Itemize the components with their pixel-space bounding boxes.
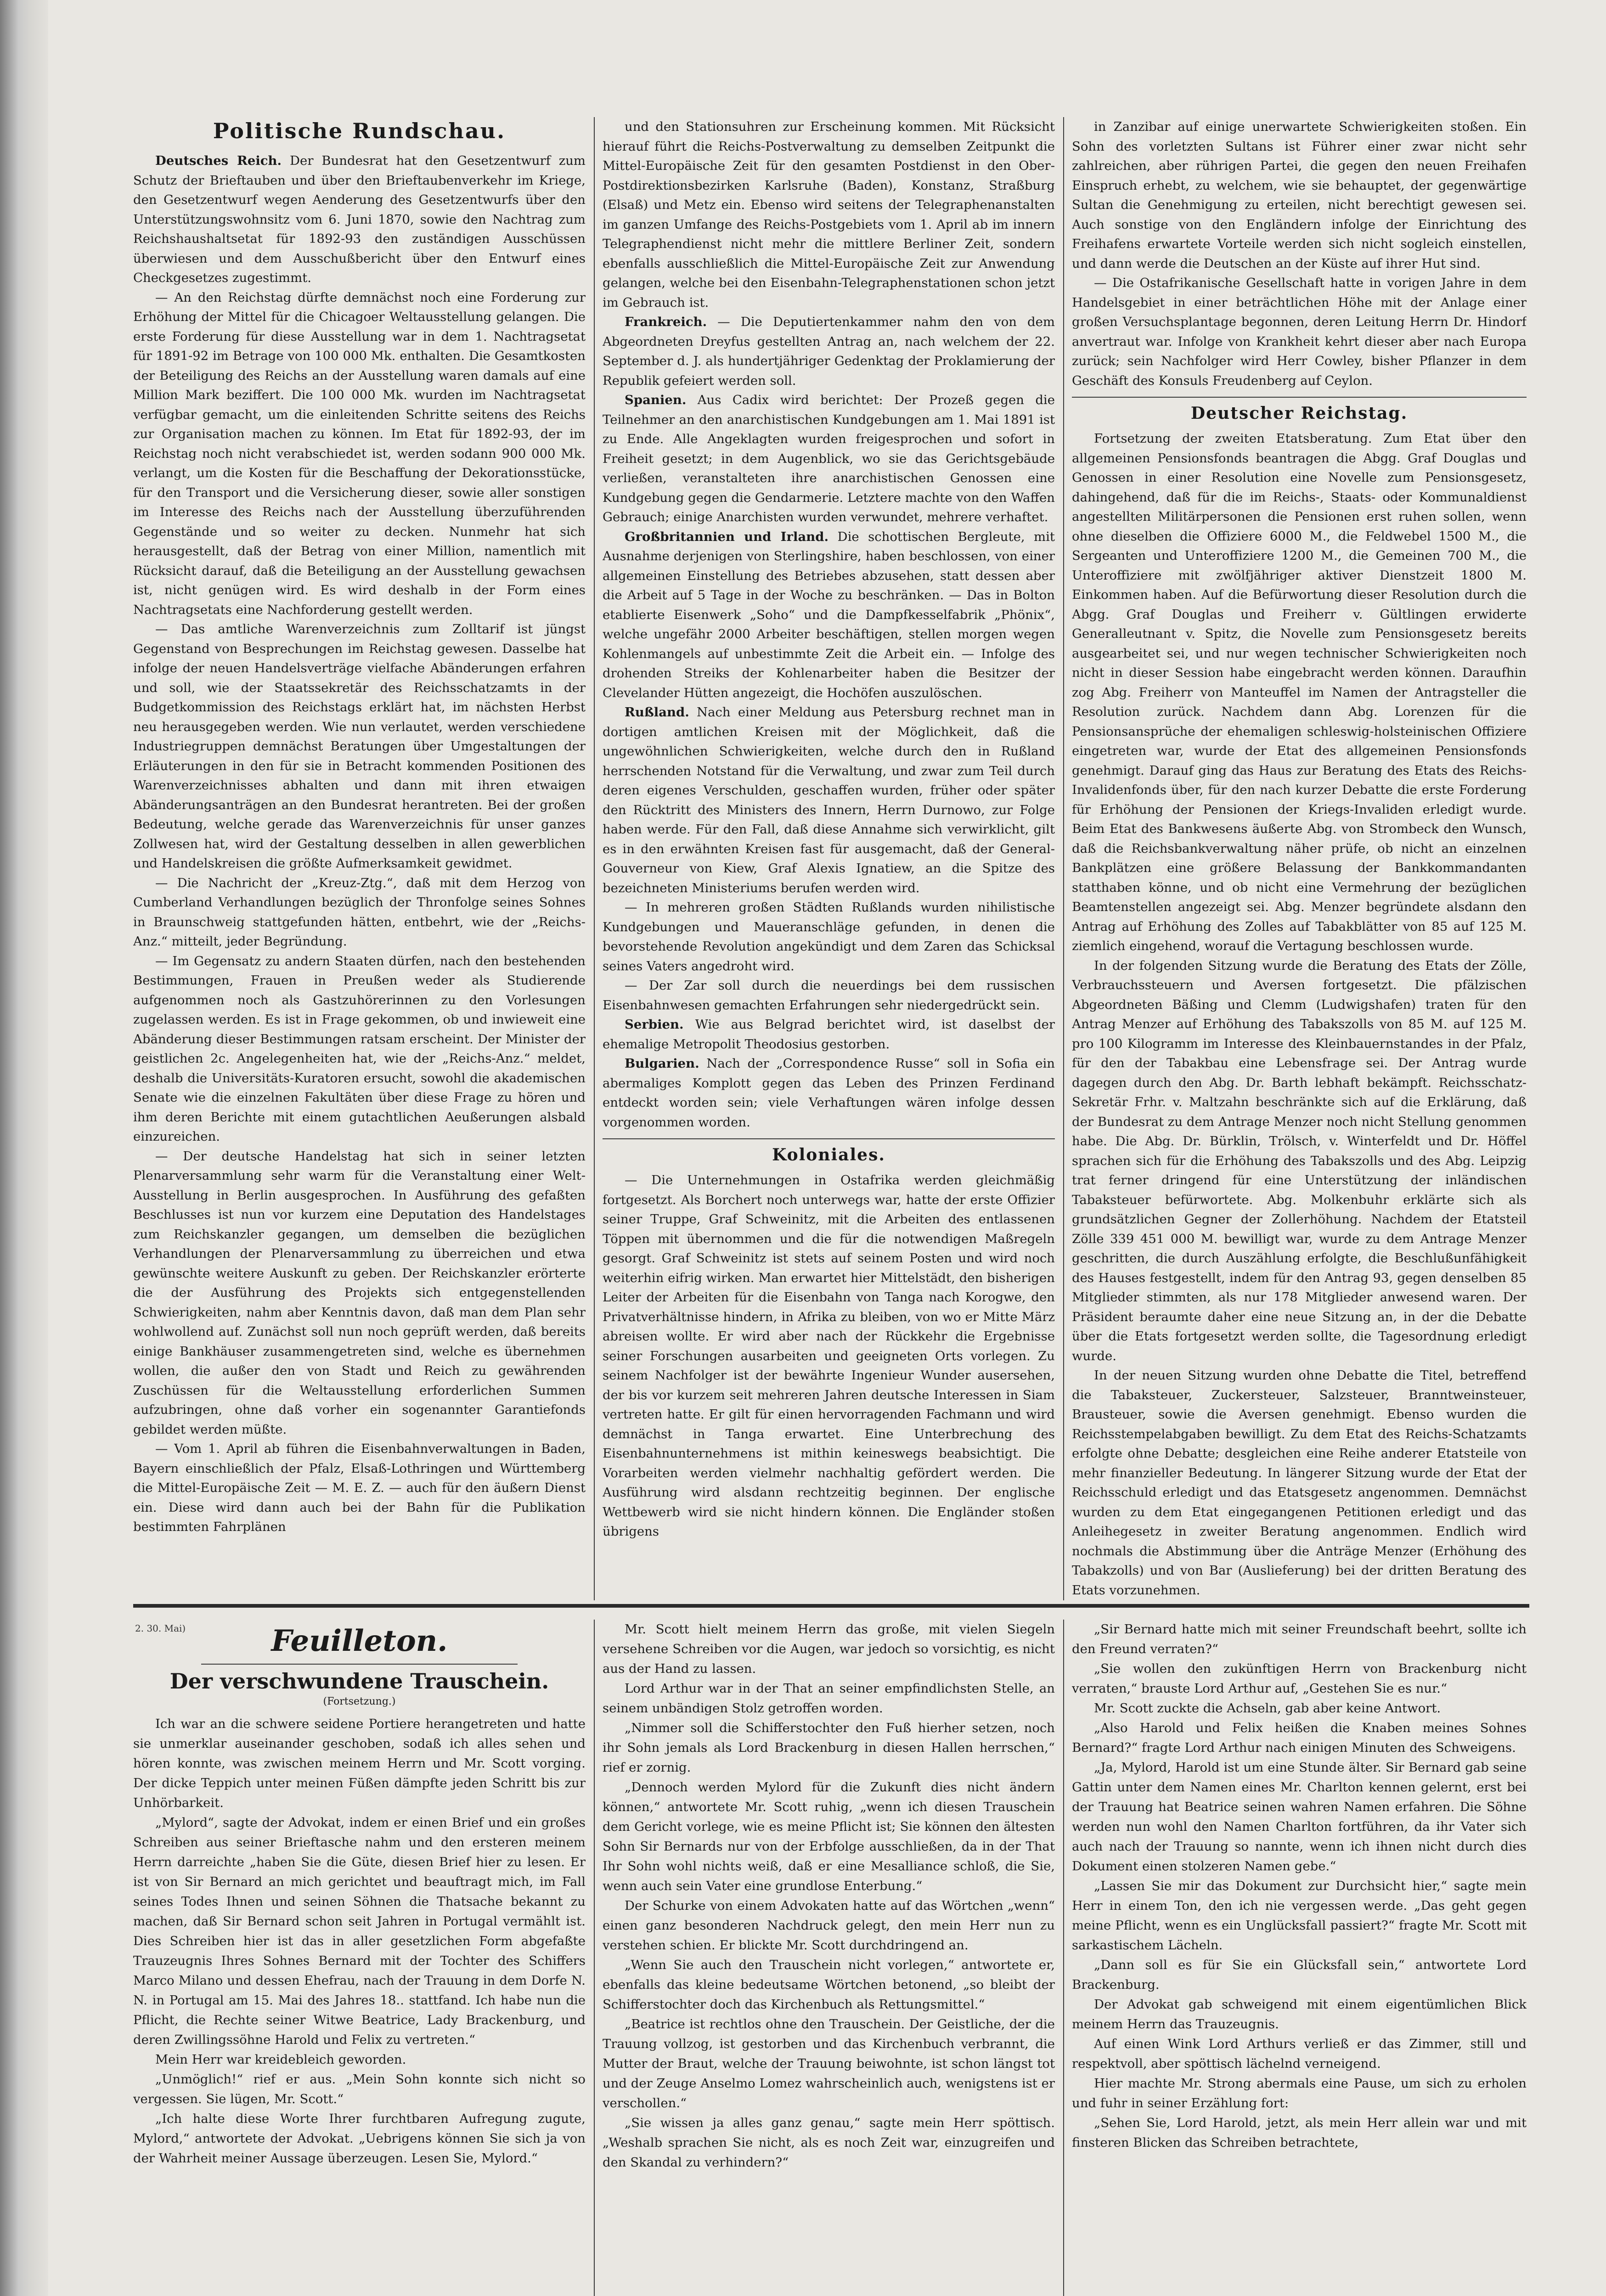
- story-title: Der verschwundene Trauschein.: [169, 1669, 549, 1694]
- section-divider: [603, 1138, 1055, 1139]
- article-paragraph: [133, 1147, 586, 1440]
- column-divider: [1063, 1620, 1064, 2296]
- article-text: Nach der „Correspondence Russe“ soll in Sofia ein abermaliges Komplott gegen das Leben des Prinzen Ferdinand entdeckt worden sein; viele Verhaftungen wären infolge dessen vorgenommen worden.: [603, 1056, 1055, 1130]
- article-lead: Deutsches Reich.: [155, 153, 282, 168]
- article-lead: Rußland.: [625, 705, 689, 720]
- text-paragraph: „Unmöglich!“ rief er aus. „Mein Sohn konnte sich nicht so vergessen. Sie lügen, Mr. Scott.“: [133, 2072, 586, 2106]
- article-text: in Zanzibar auf einige unerwartete Schwierigkeiten stoßen. Ein Sohn des vorletzten Sultans ist Führer einer zwar nicht sehr zahlreichen, aber rührigen Partei, die gegen den neuen Freihafen Einspruch erhebt, zu welchem, wie sie behauptet, der gegenwärtige Sultan die Genehmigung zu erteilen, nicht berechtigt gewesen sei. Auch sonstige von den Engländern infolge der Einrichtung des Freihafens erwartete Vorteile werden sich nicht sogleich einstellen, und dann werde die Deutschen an der Küste auf ihrer Hut sind.: [1072, 119, 1527, 271]
- feuilleton-column-1: [133, 1620, 586, 2296]
- article-text: — Im Gegensatz zu andern Staaten dürfen, nach den bestehenden Bestimmungen, Frauen in Preußen weder als Studierende aufgenommen noch als Gastzuhörerinnen zu den Vorlesungen zugelassen werden. Es ist in Frage gekommen, ob und inwieweit eine Abänderung dieser Bestimmungen ratsam erscheint. Der Minister der geistlichen 2c. Angelegenheiten hat, wie der „Reichs-Anz.“ meldet, deshalb die Universitäts-Kuratoren ersucht, sowohl die akademischen Senate wie die einzelnen Fakultäten über diese Frage zu hören und ihm deren Berichte mit einem gutachtlichen Aeußerungen alsbald einzureichen.: [133, 953, 586, 1144]
- article-text: — Das amtliche Warenverzeichnis zum Zolltarif ist jüngst Gegenstand von Besprechungen im Reichstag gewesen. Dasselbe hat infolge der neuen Handelsverträge vielfache Abänderungen erfahren und soll, wie der Staatssekretär des Reichsschatzamts in der Budgetkommission des Reichstags erklärt hat, im nächsten Herbst neu herausgegeben werden. Wie nun verlautet, werden verschiedene Industriegruppen demnächst Beratungen über Umgestaltungen der Erläuterungen in den für sie in Betracht kommenden Positionen des Warenverzeichnisses abhalten und dann mit ihren etwaigen Abänderungsanträgen an den Bundesrat herantreten. Bei der großen Bedeutung, welche gerade das Warenverzeichnis für unser ganzes Zollwesen hat, wird der Gestaltung desselben in allen gewerblichen und Handelskreisen die größte Aufmerksamkeit gewidmet.: [133, 622, 586, 871]
- text-paragraph: Auf einen Wink Lord Arthurs verließ er das Zimmer, still und respektvoll, aber spöttisch lächelnd verneigend.: [1072, 2037, 1527, 2071]
- column-divider: [594, 117, 595, 1600]
- story-column-3-text: [1072, 1620, 1527, 2153]
- title-rule: [201, 1664, 518, 1665]
- text-paragraph: Mr. Scott zuckte die Achseln, gab aber keine Antwort.: [1094, 1701, 1441, 1716]
- article-paragraph: [133, 951, 586, 1147]
- news-section: [133, 117, 1529, 1600]
- masthead-politische-rundschau: Politische Rundschau.: [213, 118, 506, 143]
- article-text: — Vom 1. April ab führen die Eisenbahnverwaltungen in Baden, Bayern einschließlich der Pfalz, Elsaß-Lothringen und Württemberg die Mittel-Europäische Zeit — M. E. Z. — auch für den äußern Dienst ein. Diese wird dann auch bei der Bahn für die Publikation bestimmten Fahrplänen: [133, 1441, 586, 1534]
- text-paragraph: Ich war an die schwere seidene Portiere herangetreten und hatte sie unmerklar auseinander geschoben, sodaß ich alles sehen und hören konnte, was zwischen meinem Herrn und Mr. Scott vorging. Der dicke Teppich unter meinen Füßen dämpfte jeden Schritt bis zur Unhörbarkeit.: [133, 1716, 586, 1810]
- article-paragraph: [603, 1015, 1055, 1054]
- article-paragraph: [603, 117, 1055, 312]
- text-paragraph: „Sehen Sie, Lord Harold, jetzt, als mein Herr allein war und mit finsteren Blicken das Schreiben betrachtete,: [1072, 2116, 1527, 2150]
- article-text: — Die Deputiertenkammer nahm den von dem Abgeordneten Dreyfus gestellten Antrag an, nach welchem der 22. September d. J. als hundertjähriger Gedenktag der Proklamierung der Republik gefeiert werden soll.: [603, 315, 1055, 388]
- text-paragraph: „Mylord“, sagte der Advokat, indem er einen Brief und ein großes Schreiben aus seiner Brieftasche nahm und den ersteren meinem Herrn darreichte „haben Sie die Güte, diesen Brief hier zu lesen. Er ist von Sir Bernard an mich gerichtet und beauftragt mich, im Fall seines Todes Ihnen und seinen Söhnen die Thatsache bekannt zu machen, daß Sir Bernard schon seit Jahren in Portugal vermählt ist. Dies Schreiben hier ist das in aller gesetzlichen Form abgefaßte Trauzeugnis Ihres Sohnes Bernard mit der Tochter des Schiffers Marco Milano und dessen Ehefrau, nach der Trauung in dem Dorfe N. N. in Portugal am 15. Mai des Jahres 18.. stattfand. Ich habe nun die Pflicht, die Rechte seiner Witwe Beatrice, Lady Brackenburg, und deren Zwillingssöhne Harold und Felix zu vertreten.“: [133, 1815, 586, 2047]
- feuilleton-column-2: [603, 1620, 1055, 2296]
- article-text: — An den Reichstag dürfte demnächst noch eine Forderung zur Erhöhung der Mittel für die Chicagoer Weltausstellung gelangen. Die erste Forderung für diese Ausstellung war in dem 1. Nachtragsetat für 1891-92 im Betrage von 100 000 Mk. enthalten. Die Gesamtkosten der Beteiligung des Reichs an der Ausstellung waren damals auf eine Million Mark beziffert. Die 100 000 Mk. wurden im Nachtragsetat verfügbar gemacht, um die einleitenden Schritte seitens des Reichs zur Organisation machen zu können. Im Etat für 1892-93, der im Reichstag noch nicht verabschiedet ist, werden sodann 900 000 Mk. verlangt, um die Kosten für die Beschaffung der Dekorationsstücke, für den Transport und die Versicherung dieser, sowie aller sonstigen im Interesse des Reichs nach der Ausstellung überzuführenden Gegenstände und so weiter zu decken. Nunmehr hat sich herausgestellt, daß der Betrag von einer Million, namentlich mit Rücksicht darauf, daß die Beteiligung an der Ausstellung gewachsen ist, nicht genügen wird. Es wird deshalb in der Form eines Nachtragsetats eine Nachforderung gestellt werden.: [133, 290, 586, 617]
- article-paragraph: [133, 151, 586, 288]
- text-paragraph: „Sie wissen ja alles ganz genau,“ sagte mein Herr spöttisch. „Weshalb sprachen Sie nicht, als es noch Zeit war, einzugreifen und den Skandal zu verhindern?“: [603, 2116, 1055, 2170]
- text-paragraph: Lord Arthur war in der That an seiner empfindlichsten Stelle, an seinem unbändigen Stolz getroffen worden.: [603, 1681, 1055, 1716]
- article-paragraph: [603, 898, 1055, 976]
- heading-koloniales: Koloniales.: [772, 1145, 885, 1165]
- article-lead: Frankreich.: [625, 315, 707, 329]
- politics-paragraphs-continued: [603, 117, 1055, 1132]
- feuilleton-section: [133, 1620, 1529, 2296]
- text-paragraph: „Beatrice ist rechtlos ohne den Trauschein. Der Geistliche, der die Trauung vollzog, ist gestorben und das Kirchenbuch verbrannt, die Mutter der Braut, welche der Trauung beiwohnte, ist schon längst tot und der Zeuge Anselmo Lomez wahrscheinlich auch, wenigstens ist er verschollen.“: [603, 2017, 1055, 2110]
- article-lead: Spanien.: [625, 393, 687, 407]
- colonial-paragraphs: [603, 1171, 1055, 1542]
- feuilleton-column-3: [1072, 1620, 1527, 2296]
- column-1: [133, 117, 586, 1600]
- column-3: [1072, 117, 1527, 1600]
- text-paragraph: „Dennoch werden Mylord für die Zukunft dies nicht ändern können,“ antwortete Mr. Scott ruhig, „wenn ich diesen Trauschein dem Gericht vorlege, wie es meine Pflicht ist; Sie können den ältesten Sohn Sir Bernards nur von der Erbfolge ausschließen, da in der That Ihr Sohn wohl nichts weiß, daß er eine Mesalliance schloß, die Sie, wenn auch sein Vater eine grundlose Enterbung.“: [603, 1780, 1055, 1893]
- text-paragraph: „Ja, Mylord, Harold ist um eine Stunde älter. Sir Bernard gab seine Gattin unter dem Namen eines Mr. Charlton kennen gelernt, erst bei der Trauung hat Beatrice seinen wahren Namen erfahren. Die Söhne werden nun wohl den Namen Charlton fortführen, da ihr Vater sich auch nach der Trauung so nannte, wenn ich ihnen nicht durch dies Dokument einen stolzeren Namen gebe.“: [1072, 1760, 1527, 1874]
- feuilleton-divider: [133, 1604, 1529, 1608]
- text-paragraph: „Nimmer soll die Schifferstochter den Fuß hierher setzen, noch ihr Sohn jemals als Lord Brackenburg in diesen Hallen herrschen,“ rief er zornig.: [603, 1721, 1055, 1775]
- column-divider: [594, 1620, 595, 2296]
- article-paragraph: [603, 312, 1055, 390]
- text-paragraph: Mein Herr war kreidebleich geworden.: [155, 2052, 406, 2067]
- article-text: Der Bundesrat hat den Gesetzentwurf zum Schutz der Brieftauben und über den Brieftaubenverkehr im Kriege, den Gesetzentwurf wegen Aenderung des Gesetzentwurfs über den Unterstützungswohnsitz vom 6. Juni 1870, sowie den Nachtrag zum Reichshaushaltsetat für 1892-93 den zuständigen Ausschüssen überwiesen und dem Ausschußbericht über den Entwurf eines Checkgesetzes zugestimmt.: [133, 153, 586, 285]
- article-paragraph: [603, 527, 1055, 703]
- text-paragraph: „Sir Bernard hatte mich mit seiner Freundschaft beehrt, sollte ich den Freund verraten?“: [1072, 1622, 1527, 1656]
- text-paragraph: „Sie wollen den zukünftigen Herrn von Brackenburg nicht verraten,“ brauste Lord Arthur auf, „Gestehen Sie es nur.“: [1072, 1661, 1527, 1696]
- article-text: Aus Cadix wird berichtet: Der Prozeß gegen die Teilnehmer an den anarchistischen Kundgebungen am 1. Mai 1891 ist zu Ende. Alle Angeklagten wurden freigesprochen und sofort in Freiheit gesetzt; in dem Augenblick, wo sie das Gerichtsgebäude verließen, veranstalteten ihre anarchistischen Genossen eine Kundgebung gegen die Gendarmerie. Letztere machte von den Waffen Gebrauch; einige Anarchisten wurden verwundet, mehrere verhaftet.: [603, 393, 1055, 524]
- article-paragraph: [603, 1054, 1055, 1132]
- article-paragraph: [603, 390, 1055, 527]
- text-paragraph: „Wenn Sie auch den Trauschein nicht vorlegen,“ antwortete er, ebenfalls das kleine bedeutsame Wörtchen betonend, „so bleibt der Schifferstochter doch das Kirchenbuch als Rettungsmittel.“: [603, 1958, 1055, 2012]
- text-paragraph: „Lassen Sie mir das Dokument zur Durchsicht hier,“ sagte mein Herr in einem Ton, den ich nie vergessen werde. „Das geht gegen meine Pflicht, wenn es ein Unglücksfall passiert?“ fragte Mr. Scott mit sarkastischem Lächeln.: [1072, 1879, 1527, 1953]
- text-paragraph: — Die Unternehmungen in Ostafrika werden gleichmäßig fortgesetzt. Als Borchert noch unterwegs war, hatte der erste Offizier seiner Truppe, Graf Schweinitz, mit die Arbeiten des entlassenen Töppen mit übernommen und die für die notwendigen Maßregeln gesorgt. Graf Schweinitz ist stets auf seinem Posten und wird noch weiterhin eifrig wirken. Man erwartet hier Mittelstädt, den bisherigen Leiter der Arbeiten für die Eisenbahn von Tanga nach Korogwe, den Privatverhältnisse hindern, in Afrika zu bleiben, von wo er Mitte März abreisen wollte. Er wird aber nach der Rückkehr die Ergebnisse seiner Forschungen ausarbeiten und geeigneten Orts vorlegen. Zu seinem Nachfolger ist der bewährte Ingenieur Wunder ausersehen, der bis vor kurzem seit mehreren Jahren deutsche Interessen in Siam vertreten hatte. Er gilt für einen hervorragenden Fachmann und wird demnächst in Tanga erwartet. Eine Unterbrechung des Eisenbahnunternehmens ist mithin keineswegs beabsichtigt. Die Vorarbeiten werden vielmehr nachhaltig gefördert werden. Die Ausführung wird alsdann rechtzeitig beginnen. Der englische Wettbewerb wird sie nicht hindern können. Die Engländer stoßen übrigens: [603, 1173, 1055, 1539]
- article-text: — In mehreren großen Städten Rußlands wurden nihilistische Kundgebungen und Maueranschläge gefunden, in denen die bevorstehende Revolution angekündigt und dem Zaren das Schicksal seines Vaters angedroht wird.: [603, 900, 1055, 974]
- feuilleton-mark: 2. 30. Mai): [135, 1623, 186, 1634]
- article-lead: Bulgarien.: [625, 1056, 699, 1071]
- article-text: — Der deutsche Handelstag hat sich in seiner letzten Plenarversammlung sehr warm für die Veranstaltung einer Welt-Ausstellung in Berlin ausgesprochen. In Ausführung des gefaßten Beschlusses ist nun vor kurzem eine Deputation des Handelstages zum Reichskanzler gegangen, um demselben die bezüglichen Verhandlungen der Plenarversammlung zu überreichen und etwa gewünschte weitere Auskunft zu geben. Der Reichskanzler erörterte die der Ausführung des Projekts sich entgegenstellenden Schwierigkeiten, nahm aber Kenntnis davon, daß man dem Plan sehr wohlwollend auf. Zunächst soll nun noch geprüft werden, daß bereits einige Bankhäuser zusammengetreten sind, welche es übernehmen wollen, die außer den von Stadt und Reich zu gewährenden Zuschüssen für die Weltausstellung erforderlichen Summen aufzubringen, ohne daß vorher ein sogenannter Garantiefonds gebildet werden müßte.: [133, 1148, 586, 1437]
- text-paragraph: Hier machte Mr. Strong abermals eine Pause, um sich zu erholen und fuhr in seiner Erzählung fort:: [1072, 2076, 1527, 2110]
- article-lead: Serbien.: [625, 1017, 684, 1032]
- article-paragraph: [133, 288, 586, 620]
- column-2: [603, 117, 1055, 1600]
- article-paragraph: [1072, 273, 1527, 390]
- article-text: — Die Nachricht der „Kreuz-Ztg.“, daß mit dem Herzog von Cumberland Verhandlungen bezüglich der Thronfolge seines Sohnes in Braunschweig stattgefunden hätten, entbehrt, wie der „Reichs-Anz.“ mitteilt, jeder Begründung.: [133, 875, 586, 949]
- text-paragraph: „Dann soll es für Sie ein Glücksfall sein,“ antwortete Lord Brackenburg.: [1072, 1958, 1527, 1992]
- article-paragraph: [1072, 117, 1527, 273]
- article-paragraph: [133, 619, 586, 873]
- text-paragraph: „Also Harold und Felix heißen die Knaben meines Sohnes Bernard?“ fragte Lord Arthur nach einigen Minuten des Schweigens.: [1072, 1721, 1527, 1755]
- article-text: und den Stationsuhren zur Erscheinung kommen. Mit Rücksicht hierauf führt die Reichs-Postverwaltung zu demselben Zeitpunkt die Mittel-Europäische Zeit für den gesamten Postdienst in den Ober-Postdirektionsbezirken Karlsruhe (Baden), Konstanz, Straßburg (Elsaß) und Metz ein. Ebenso wird seitens der Telegraphenanstalten im ganzen Umfange des Reichs-Postgebiets vom 1. April ab im innern Telegraphendienst nicht mehr die mittlere Berliner Zeit, sondern ebenfalls ausschließlich die Mittel-Europäische Zeit zur Anwendung gelangen, welche bei den Eisenbahn-Telegraphenstationen schon jetzt im Gebrauch ist.: [603, 119, 1055, 310]
- text-paragraph: Der Schurke von einem Advokaten hatte auf das Wörtchen „wenn“ einen ganz besonderen Nachdruck gelegt, den mein Herr nun zu verstehen schien. Er blickte Mr. Scott durchdringend an.: [603, 1898, 1055, 1953]
- text-paragraph: Mr. Scott hielt meinem Herrn das große, mit vielen Siegeln versehene Schreiben vor die Augen, war jedoch so vorsichtig, es nicht aus der Hand zu lassen.: [603, 1622, 1055, 1676]
- column-divider: [1063, 117, 1064, 1600]
- newspaper-page: [133, 117, 1529, 2296]
- text-paragraph: In der neuen Sitzung wurden ohne Debatte die Titel, betreffend die Tabaksteuer, Zuckersteuer, Salzsteuer, Branntweinsteuer, Brausteuer, sowie die Aversen genehmigt. Ebenso wurden die Reichsstempelabgaben bewilligt. Zu dem Etat des Reichs-Schatzamts erfolgte ohne Debatte; desgleichen eine Reihe anderer Etatsteile von mehr finanzieller Bedeutung. In längerer Sitzung wurde der Etat der Reichsschuld erledigt und das Etatsgesetz angenommen. Demnächst wurden zu dem Etat eingegangenen Petitionen erledigt und das Anleihegesetz in zweiter Beratung angenommen. Endlich wird nochmals die Abstimmung über die Anträge Menzer (Erhöhung des Tabakzolls) und von Bar (Auslieferung) bei der dritten Beratung des Etats vorzunehmen.: [1072, 1368, 1527, 1598]
- article-text: — Die Ostafrikanische Gesellschaft hatte in vorigen Jahre in dem Handelsgebiet in einer beträchtlichen Höhe mit der Anlage einer großen Versuchsplantage begonnen, deren Leitung Herrn Dr. Hindorf anvertraut war. Infolge von Krankheit kehrt dieser aber nach Europa zurück; sein Nachfolger wird Herr Cowley, bisher Pflanzer in dem Geschäft des Konsuls Freudenberg auf Ceylon.: [1072, 276, 1527, 388]
- story-column-2-text: [603, 1620, 1055, 2172]
- article-lead: Großbritannien und Irland.: [625, 529, 829, 544]
- article-paragraph: [603, 976, 1055, 1015]
- feuilleton-title: Feuilleton.: [271, 1624, 448, 1658]
- article-text: Wie aus Belgrad berichtet wird, ist daselbst der ehemalige Metropolit Theodosius gestorben.: [603, 1017, 1055, 1052]
- story-column-1-text: [133, 1714, 586, 2168]
- section-divider: [1072, 397, 1527, 398]
- politics-paragraphs: [133, 151, 586, 1537]
- article-text: Nach einer Meldung aus Petersburg rechnet man in dortigen amtlichen Kreisen mit der Möglichkeit, daß die ungewöhnlichen Schwierigkeiten, welche durch den in Rußland herrschenden Notstand für die Verwaltung, und zwar zum Teil durch deren eigenes Verschulden, geschaffen wurden, früher oder später den Rücktritt des Ministers des Innern, Herrn Durnowo, zur Folge haben werde. Für den Fall, daß diese Annahme sich verwirklicht, gilt es in den erwähnten Kreisen fast für ausgemacht, daß der General-Gouverneur von Kiew, Graf Alexis Ignatiew, an die Spitze des bezeichneten Ministeriums berufen werden wird.: [603, 705, 1055, 895]
- text-paragraph: Fortsetzung der zweiten Etatsberatung. Zum Etat über den allgemeinen Pensionsfonds beantragen die Abgg. Graf Douglas und Genossen in einer Resolution eine Novelle zum Pensionsgesetz, dahingehend, daß für die im Reichs-, Staats- oder Kommunaldienst angestellten Militärpersonen die Pensionen erst ruhen sollen, wenn ohne dieselben die Offiziere 6000 M., die Feldwebel 1500 M., die Sergeanten und Unteroffiziere 1200 M., die Gemeinen 700 M., die Unteroffiziere mit zwölfjähriger aktiver Dienstzeit 1800 M. Einkommen haben. Auf die Befürwortung dieser Resolution durch die Abgg. Graf Douglas und Freiherr v. Gültlingen erwiderte Generalleutnant v. Spitz, die Novelle zum Pensionsgesetz bereits ausgearbeitet sei, und nur wegen technischer Schwierigkeiten noch nicht in dieser Session habe eingebracht werden können. Daraufhin zog Abg. Freiherr von Manteuffel im Namen der Antragsteller die Resolution zurück. Nachdem dann Abg. Lorenzen für die Pensionsansprüche der ehemaligen schleswig-holsteinischen Offiziere eingetreten war, wurde der Etat des allgemeinen Pensionsfonds genehmigt. Darauf ging das Haus zur Beratung des Etats des Reichs-Invalidenfonds über, für den nach kurzer Debatte die erste Forderung für Erhöhung der Pensionen der Kriegs-Invaliden erledigt wurde. Beim Etat des Bankwesens äußerte Abg. von Strombeck den Wunsch, daß die Reichsbankverwaltung näher prüfe, ob nicht an einzelnen Bankplätzen eine größere Belassung der Bankkommandanten statthaben könne, und ob nicht eine Vermehrung der bezüglichen Beamtenstellen angezeigt sei. Abg. Menzer begründete alsdann den Antrag auf Erhöhung des Zolles auf Tabakblätter von 85 auf 125 M. ziemlich eingehend, worauf die Vertagung beschlossen wurde.: [1072, 431, 1527, 953]
- text-paragraph: „Ich halte diese Worte Ihrer furchtbaren Aufregung zugute, Mylord,“ antwortete der Advokat. „Uebrigens können Sie sich ja von der Wahrheit meiner Aussage überzeugen. Lesen Sie, Mylord.“: [133, 2111, 586, 2166]
- text-paragraph: Der Advokat gab schweigend mit einem eigentümlichen Blick meinem Herrn das Trauzeugnis.: [1072, 1997, 1527, 2032]
- article-text: — Der Zar soll durch die neuerdings bei dem russischen Eisenbahnwesen gemachten Erfahrungen sehr niedergedrückt sein.: [603, 978, 1055, 1013]
- article-paragraph: [603, 703, 1055, 898]
- colonial-paragraphs-continued: [1072, 117, 1527, 390]
- heading-deutscher-reichstag: Deutscher Reichstag.: [1190, 404, 1408, 423]
- article-paragraph: [133, 1439, 586, 1537]
- book-binding-gutter: [0, 0, 48, 2296]
- text-paragraph: In der folgenden Sitzung wurde die Beratung des Etats der Zölle, Verbrauchssteuern und Aversen fortgesetzt. Die pfälzischen Abgeordneten Bäßing und Clemm (Ludwigshafen) traten für den Antrag Menzer auf Erhöhung des Tabakszolls von 85 M. auf 125 M. pro 100 Kilogramm im Interesse des Kleinbauernstandes in der Pfalz, für den der Tabakbau eine Lebensfrage sei. Der Antrag wurde dagegen durch den Abg. Dr. Barth lebhaft bekämpft. Reichsschatz-Sekretär Frhr. v. Maltzahn beschränkte sich auf die Erklärung, daß der Bundesrat zu dem Antrage Menzer noch nicht Stellung genommen habe. Die Abg. Dr. Bürklin, Trölsch, v. Winterfeldt und Dr. Höffel sprachen sich für die Erhöhung des Tabakszolls und des Abg. Leipzig trat ferner dringend für eine Unterstützung der inländischen Tabaksteuer befürwortete. Abg. Molkenbuhr erklärte sich als grundsätzlichen Gegner der Zollerhöhung. Nachdem der Etatsteil Zölle 339 451 000 M. bewilligt war, wurde zu dem Antrage Menzer geschritten, die durch Auszählung erfolgte, die Beschlußunfähigkeit des Hauses festgestellt, indem für den Antrag 93, gegen denselben 85 Mitglieder stimmten, als nur 178 Mitglieder anwesend waren. Der Präsident beraumte daher eine neue Sitzung an, in der die Debatte über die Etats fortgesetzt werden sollte, die Tagesordnung erledigt wurde.: [1072, 958, 1527, 1363]
- article-paragraph: [133, 873, 586, 951]
- reichstag-paragraphs: [1072, 429, 1527, 1600]
- article-text: Die schottischen Bergleute, mit Ausnahme derjenigen von Sterlingshire, haben beschlossen, von einer allgemeinen Einstellung des Betriebes abzusehen, statt dessen aber die Arbeit auf 5 Tage in der Woche zu beschränken. — Das in Bolton etablierte Eisenwerk „Soho“ und die Dampfkesselfabrik „Phönix“, welche ungefähr 2000 Arbeiter beschäftigen, stellen morgen wegen Kohlenmangels auf unbestimmte Zeit die Arbeit ein. — Infolge des drohenden Streiks der Kohlenarbeiter haben die Besitzer der Clevelander Hütten angezeigt, die Hochöfen auszulöschen.: [603, 529, 1055, 700]
- story-continuation-note: (Fortsetzung.): [323, 1696, 396, 1707]
